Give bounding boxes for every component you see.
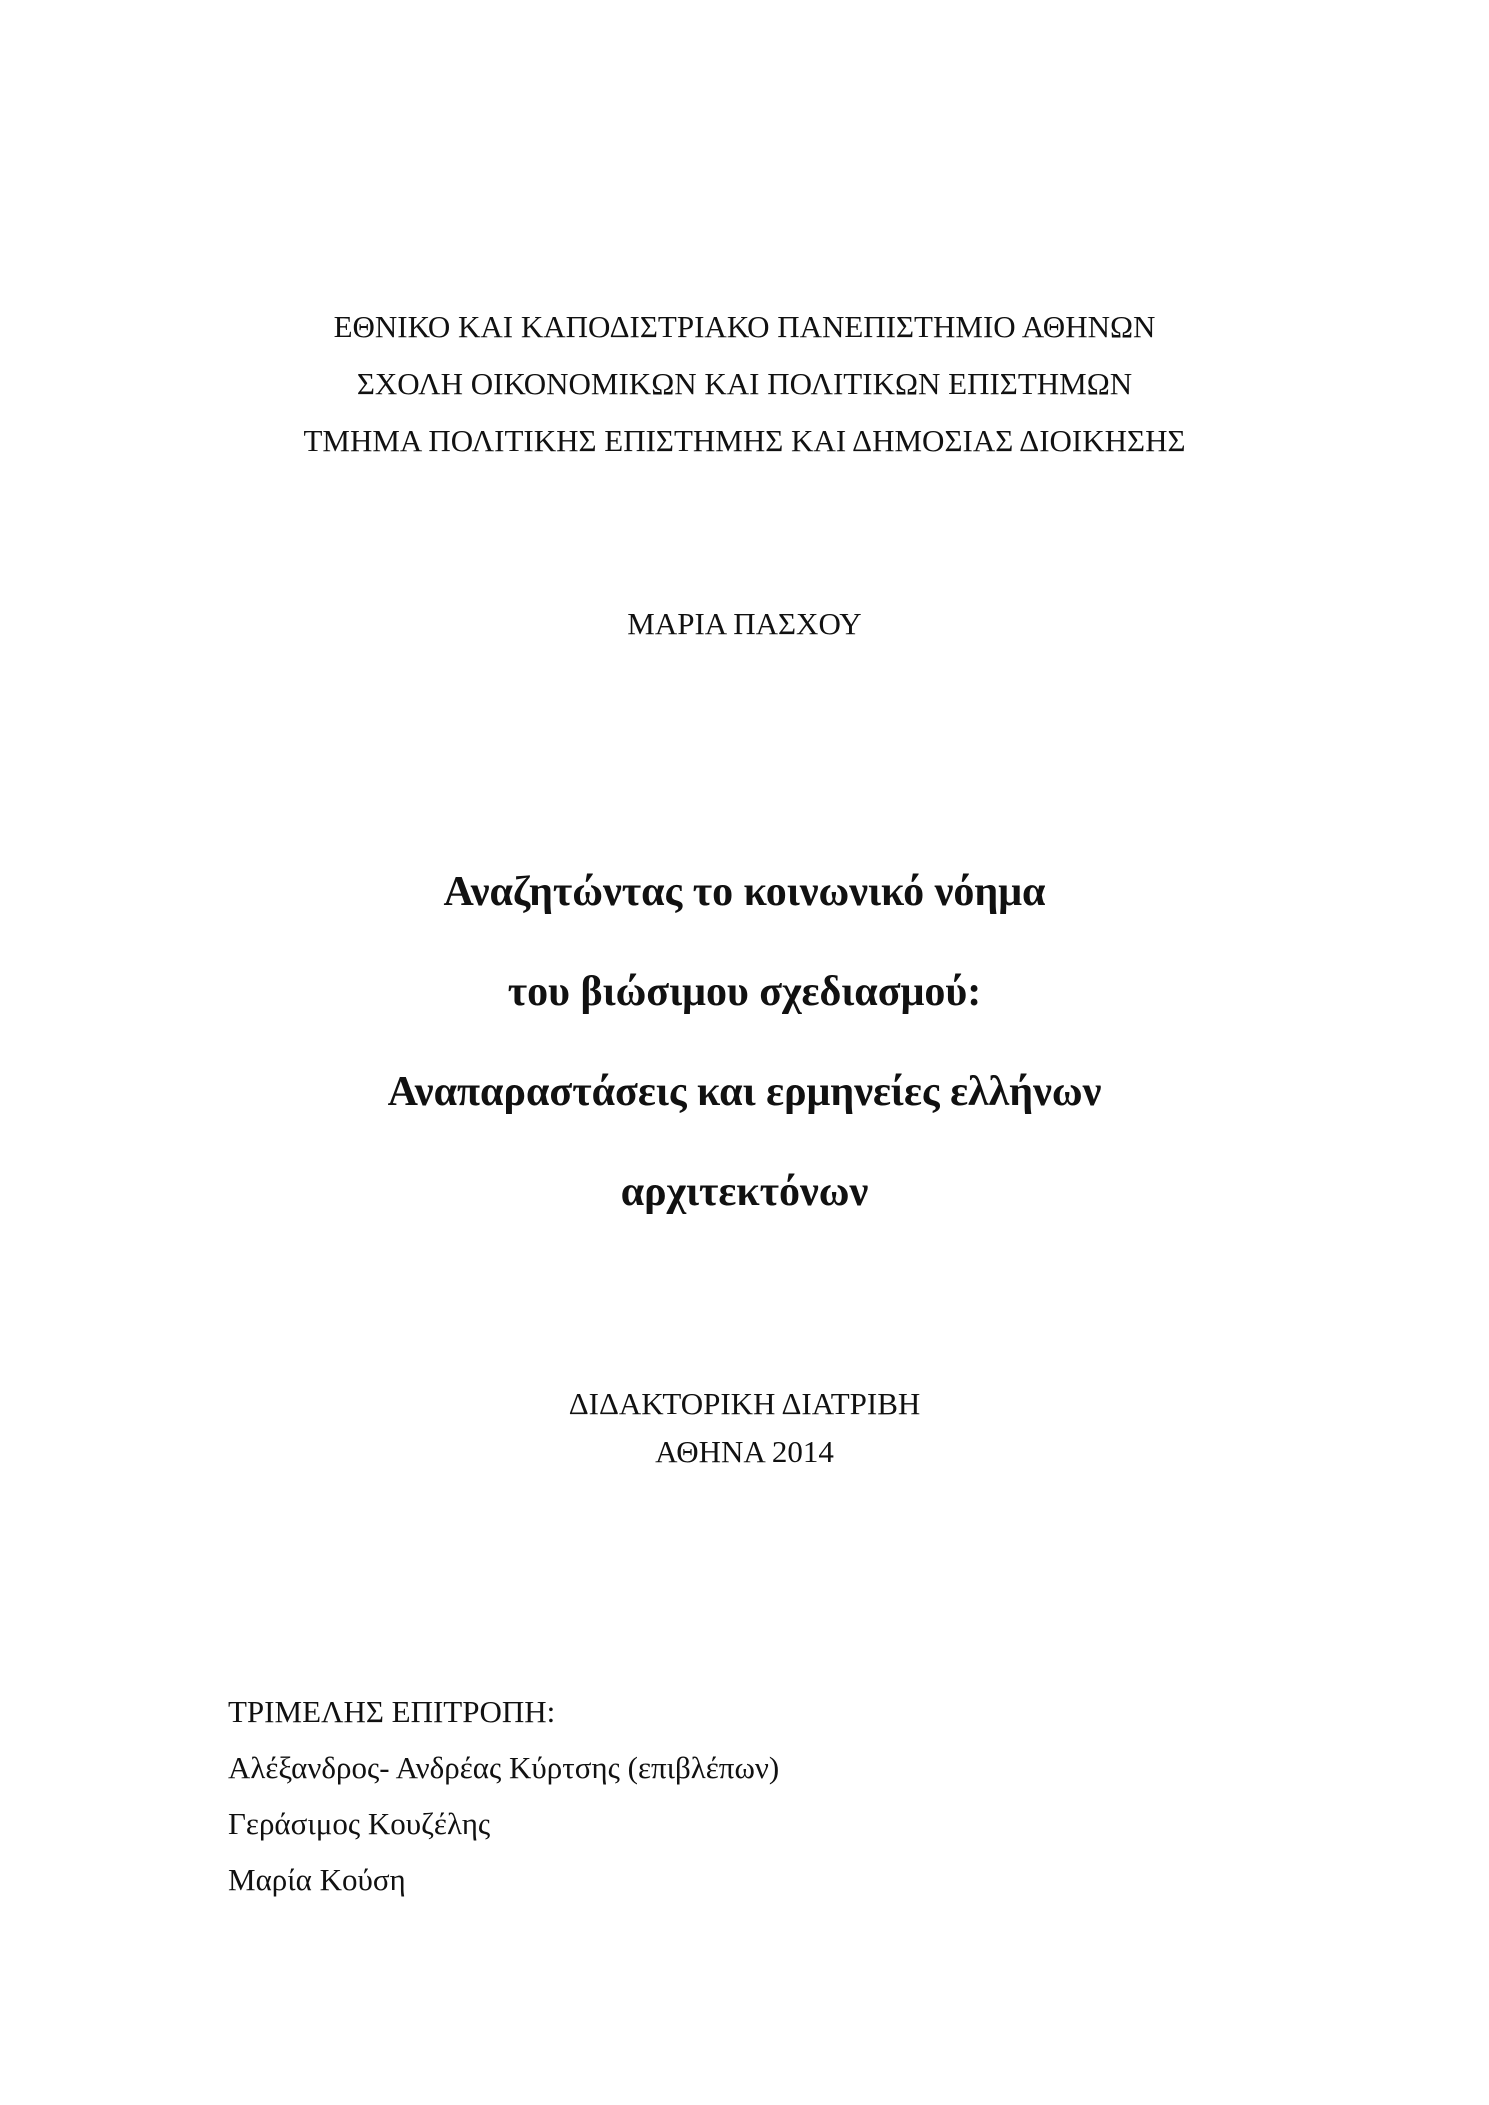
- university-name: ΕΘΝΙΚΟ ΚΑΙ ΚΑΠΟΔΙΣΤΡΙΑΚΟ ΠΑΝΕΠΙΣΤΗΜΙΟ ΑΘΗΝΩΝ: [333, 309, 1156, 344]
- committee-member: Μαρία Κούση: [228, 1862, 406, 1897]
- title-line: του βιώσιμου σχεδιασμού:: [507, 969, 982, 1015]
- committee-member: Γεράσιμος Κουζέλης: [228, 1806, 491, 1841]
- school-name: ΣΧΟΛΗ ΟΙΚΟΝΟΜΙΚΩΝ ΚΑΙ ΠΟΛΙΤΙΚΩΝ ΕΠΙΣΤΗΜΩΝ: [356, 366, 1133, 401]
- degree-block: [0, 1380, 1489, 1476]
- institution-block: [0, 298, 1489, 469]
- committee-heading: ΤΡΙΜΕΛΗΣ ΕΠΙΤΡΟΠΗ:: [228, 1694, 556, 1729]
- title-line: Αναζητώντας το κοινωνικό νόημα: [443, 869, 1046, 915]
- thesis-title: [0, 842, 1489, 1242]
- department-name: ΤΜΗΜΑ ΠΟΛΙΤΙΚΗΣ ΕΠΙΣΤΗΜΗΣ ΚΑΙ ΔΗΜΟΣΙΑΣ ΔΙΟΙΚΗΣΗΣ: [303, 423, 1186, 458]
- committee-member: Αλέξανδρος- Ανδρέας Κύρτσης (επιβλέπων): [228, 1750, 780, 1785]
- title-line: αρχιτεκτόνων: [620, 1169, 869, 1215]
- degree-type: ΔΙΔΑΚΤΟΡΙΚΗ ΔΙΑΤΡΙΒΗ: [568, 1386, 921, 1421]
- place-year: ΑΘΗΝΑ 2014: [655, 1434, 834, 1469]
- title-line: Αναπαραστάσεις και ερμηνείες ελλήνων: [387, 1069, 1102, 1115]
- committee-block: [228, 1684, 779, 1908]
- author-name: ΜΑΡΙΑ ΠΑΣΧΟΥ: [627, 606, 862, 641]
